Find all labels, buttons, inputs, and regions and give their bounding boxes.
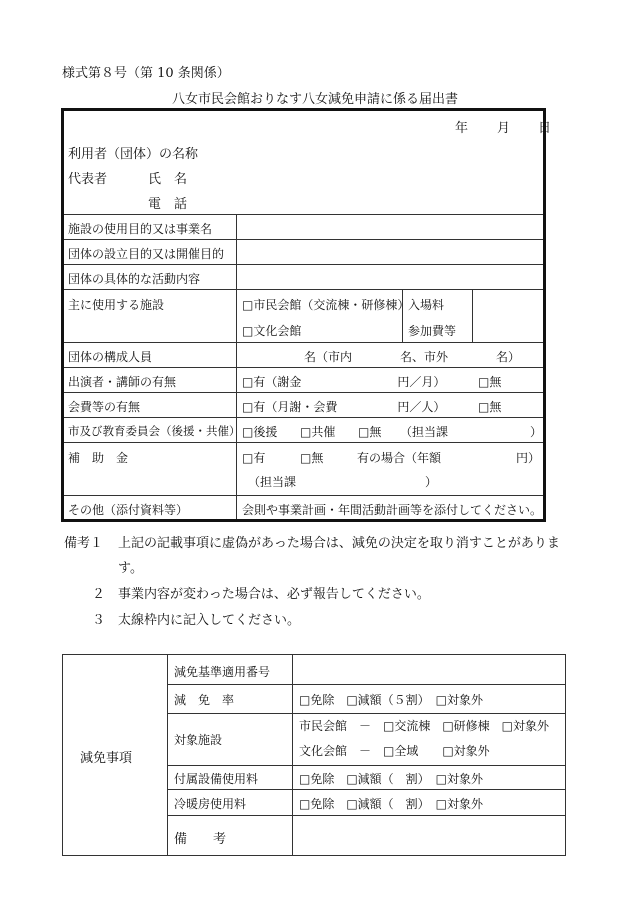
exemption-table bbox=[62, 654, 566, 856]
note-prefix: 備考１ bbox=[64, 536, 104, 551]
hvac-fee-label: 冷暖房使用料 bbox=[174, 797, 247, 811]
other-label: その他（添付資料等） bbox=[68, 503, 189, 517]
facility-label: 主に使用する施設 bbox=[68, 298, 165, 312]
subsidy-label: 補 助 金 bbox=[68, 451, 129, 465]
rep-phone-label: 電 話 bbox=[148, 197, 188, 212]
subsidy-no-option[interactable]: □無 bbox=[300, 451, 324, 465]
hvac-fee-options[interactable]: □免除 □減額（ 割） □対象外 bbox=[299, 797, 484, 811]
document-title: 八女市民会館おりなす八女減免申請に係る届出書 bbox=[171, 92, 458, 107]
subsidy-contact-label: （担当課 bbox=[248, 475, 297, 489]
members-label: 団体の構成人員 bbox=[68, 350, 153, 364]
other-value: 会則や事業計画・年間活動計画等を添付してください。 bbox=[242, 503, 543, 517]
date-year-label: 年 bbox=[455, 121, 469, 136]
rep-name-label: 氏 名 bbox=[148, 172, 188, 187]
date-day-label: 日 bbox=[538, 121, 552, 136]
application-form bbox=[61, 108, 552, 522]
subsidy-contact-close: ） bbox=[425, 475, 438, 489]
board-label: 市及び教育委員会（後援・共催） bbox=[68, 424, 241, 438]
activities-label: 団体の具体的な活動内容 bbox=[68, 272, 201, 286]
target-facility-label: 対象施設 bbox=[174, 733, 223, 747]
equipment-fee-options[interactable]: □免除 □減額（ 割） □対象外 bbox=[299, 772, 484, 786]
board-support-option[interactable]: □後援 bbox=[242, 425, 278, 439]
fee-yes-option[interactable]: □有（月謝・会費 円／人） bbox=[242, 400, 446, 414]
form-number: 様式第８号（第 10 条関係） bbox=[62, 66, 230, 81]
board-contact-close: ） bbox=[530, 425, 543, 439]
members-value: 名（市内 名、市外 名） bbox=[304, 350, 521, 364]
board-cohost-option[interactable]: □共催 bbox=[300, 425, 336, 439]
org-name-label: 利用者（団体）の名称 bbox=[68, 147, 199, 162]
facility-option-culture-hall[interactable]: □文化会館 bbox=[242, 324, 302, 338]
note-3: 太線枠内に記入してください。 bbox=[118, 613, 301, 628]
rate-options[interactable]: □免除 □減額（５割） □対象外 bbox=[299, 693, 484, 707]
equipment-fee-label: 付属設備使用料 bbox=[174, 772, 259, 786]
note-1-line2: す。 bbox=[118, 561, 143, 576]
performer-no-option[interactable]: □無 bbox=[478, 375, 502, 389]
subsidy-case-label: 有の場合（年額 bbox=[357, 451, 442, 465]
performer-yes-option[interactable]: □有（謝金 円／月） bbox=[242, 375, 446, 389]
representative-label: 代表者 bbox=[68, 172, 108, 187]
target-facility-culture[interactable]: 文化会館 － □全域 □対象外 bbox=[299, 744, 490, 758]
note-2-number: ２ bbox=[92, 587, 106, 602]
exemption-section-label: 減免事項 bbox=[80, 751, 133, 766]
standard-number-label: 減免基準適用番号 bbox=[174, 665, 271, 679]
rate-label: 減 免 率 bbox=[174, 693, 235, 707]
note-3-number: ３ bbox=[92, 613, 106, 628]
subsidy-unit-label: 円） bbox=[516, 451, 541, 465]
remarks-label: 備 考 bbox=[174, 832, 227, 847]
note-2: 事業内容が変わった場合は、必ず報告してください。 bbox=[118, 587, 430, 602]
note-1-line1: 上記の記載事項に虚偽があった場合は、減免の決定を取り消すことがありま bbox=[118, 536, 560, 551]
target-facility-civic[interactable]: 市民会館 － □交流棟 □研修棟 □対象外 bbox=[299, 719, 550, 733]
purpose-label: 施設の使用目的又は事業名 bbox=[68, 222, 213, 236]
admission-fee-label: 入場料 bbox=[408, 298, 445, 312]
establish-purpose-label: 団体の設立目的又は開催目的 bbox=[68, 247, 225, 261]
date-month-label: 月 bbox=[497, 121, 511, 136]
performer-label: 出演者・講師の有無 bbox=[68, 375, 177, 389]
board-contact-label: （担当課 bbox=[400, 425, 449, 439]
subsidy-yes-option[interactable]: □有 bbox=[242, 451, 266, 465]
fee-no-option[interactable]: □無 bbox=[478, 400, 502, 414]
facility-option-civic-hall[interactable]: □市民会館（交流棟・研修棟） bbox=[242, 298, 410, 312]
fee-label: 会費等の有無 bbox=[68, 400, 141, 414]
participation-fee-label: 参加費等 bbox=[408, 324, 457, 338]
board-none-option[interactable]: □無 bbox=[358, 425, 382, 439]
